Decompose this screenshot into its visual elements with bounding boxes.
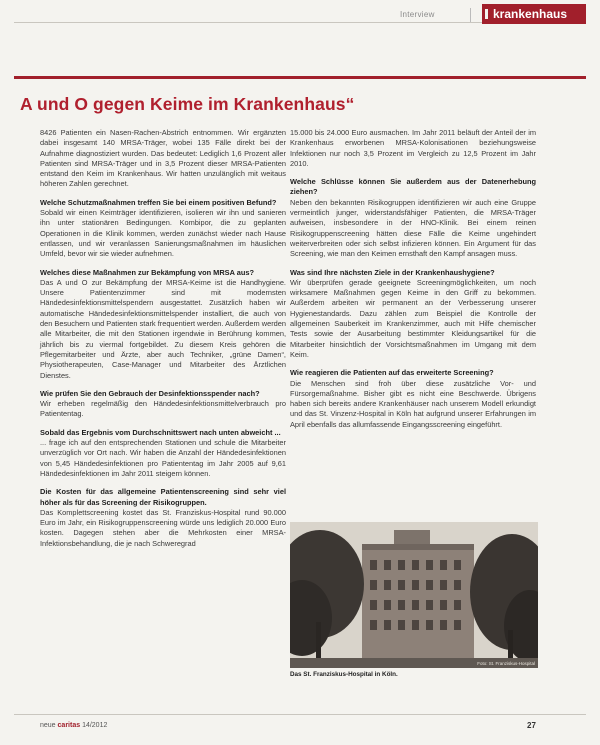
right-column [290,128,536,438]
answer: Wir erheben regelmäßig den Händedesinfektionsmittelverbrauch pro Patiententag. [40,399,286,419]
answer: Neben den bekannten Risikogruppen identifizieren wir auch eine Gruppe vermeintlich junger, widerstandsfähiger Patienten, die MRSA-Träger aufweisen, insbesondere in der HNO-Klinik. Bei einem reinen Risikogruppenscreening hätten diese Fälle die Keime ungehindert weiterverbreiten oder sich selbst infizieren können. Ein Argument für das Screening, wie man den Keimen ernsthaft den Kampf ansagen muss. [290,197,536,259]
footer-rule [14,714,586,715]
section-tab-label: krankenhaus [493,7,568,21]
publication-brand: caritas [57,722,81,729]
photo-credit: Foto: St. Franziskus-Hospital [477,661,535,666]
title-rule [14,76,586,79]
article-title: A und O gegen Keime im Krankenhaus“ [20,94,355,114]
paragraph: 8426 Patienten ein Nasen-Rachen-Abstrich entnommen. Wir ergänzten dabei insgesamt 140 MRSA-Träger, wobei 135 Fälle direkt bei der Aufnahme diagnostiziert wurden. Das bedeutet: Lediglich 1,6 Prozent aller Patienten sind MRSA-Träger und in 3,5 Prozent dieser MRSA-Patienten entstand den Keim im Krankenhaus. Wir hatten unzulänglich mit weitaus höheren Zahlen gerechnet. [40,128,286,189]
question: Welche Schlüsse können Sie außerdem aus der Datenerhebung ziehen? [290,177,536,197]
question: Welches diese Maßnahmen zur Bekämpfung von MRSA aus? [40,267,254,277]
hospital-building-illustration [290,522,538,668]
paragraph: 15.000 bis 24.000 Euro ausmachen. Im Jahr 2011 beläuft der Anteil der im Krankenhaus erworbenen MRSA-Kolonisationen beziehungsweise Infektionen nur noch 3,5 Prozent im Vergleich zu 12,5 Prozent im Jahr 2010. [290,128,536,168]
page-number: 27 [527,721,536,730]
question: Wie prüfen Sie den Gebrauch der Desinfektionsspender nach? [40,388,260,398]
question: Welche Schutzmaßnahmen treffen Sie bei einem positiven Befund? [40,197,277,207]
question: Was sind Ihre nächsten Ziele in der Krankenhaushygiene? [290,267,495,277]
photo-caption: Das St. Franziskus-Hospital in Köln. [290,671,398,678]
issue-number: 14/2012 [82,722,108,729]
answer: Sobald wir einen Keimträger identifizieren, isolieren wir ihn und sanieren ihn unter stationären Bedingungen. Kombipor, die zu geplanten Operationen in die Klinik kommen, werden zunächst wieder nach Hause entlassen, und wir veranlassen Sanierungsmaßnahmen im häuslichen Umfeld, bevor wir sie wieder aufnehmen. [40,208,286,259]
section-tab [482,4,586,24]
question: Wie reagieren die Patienten auf das erweiterte Screening? [290,368,494,378]
left-column [40,128,286,557]
answer: Wir überprüfen gerade geeignete Screeningmöglichkeiten, um noch wirksamere Maßnahmen gegen Keime in den Griff zu bekommen. Außerdem arbeiten wir permanent an der Verbesserung unserer Hygienestandards. Dazu zählen zum Beispiel die Kontrolle der allgemeinen Sauberkeit im Krankenzimmer, auch mit Hilfe chemischer Tests sowie der Ausarbeitung bestimmter Kleidungsartikel für die Mitarbeiter hinsichtlich der Vorsichtsmaßnahmen im Umgang mit dem Keim. [290,277,536,359]
section-label: Interview [400,10,435,19]
answer: Die Menschen sind froh über diese zusätzliche Vor- und Fürsorgemaßnahme. Bisher gibt es nicht eine Beschwerde. Übrigens haben sich bereits andere Krankenhäuser nach unserem Modell erkundigt und das St. Vinzenz-Hospital in Köln hat aufgrund unserer Erfahrungen im April ebenfalls das allumfassende Eingangsscreening eingeführt. [290,378,536,429]
header-divider [470,8,471,22]
question: Die Kosten für das allgemeine Patientenscreening sind sehr viel höher als für das Screening der Risikogruppen. [40,487,286,507]
hospital-photo [290,522,538,668]
question: Sobald das Ergebnis vom Durchschnittswert nach unten abweicht ... [40,427,281,437]
tab-marker [485,9,488,19]
answer: Das Komplettscreening kostet das St. Franziskus-Hospital rund 90.000 Euro im Jahr, ein Risikogruppenscreening würde uns lediglich 20.000 Euro kosten. Dagegen stehen aber die Mehrkosten einer MRSA-Infektionsbehandlung, die je nach Schweregrad [40,507,286,548]
publication-info [40,722,107,729]
answer: ... frage ich auf den entsprechenden Stationen und schule die Mitarbeiter unverzüglich vor Ort nach. Wir haben die Anzahl der Händedesinfektionen von 5,45 Händedesinfektionen pro Patiententag im Jahr 2005 auf 9,61 Händedesinfektionen im Jahr 2011 steigern können. [40,438,286,478]
publication-prefix: neue [40,722,56,729]
answer: Das A und O zur Bekämpfung der MRSA-Keime ist die Handhygiene. Unsere Patientenzimmer sind mit modernsten Händedesinfektionsmittelspendern ausgestattet. Zusätzlich haben wir automatische Händedesinfektionsmittelspender installiert, die auch von den Besuchern und Patienten stark frequentiert werden. Außerdem werden alle Mitarbeiter, die mit den Stationen irgendwie in Berührung kommen, jährlich bis zu viermal fortgebildet. Zu diesem Kreis gehören die Pflegemitarbeiter und Ärzte, aber auch Techniker, „grüne Damen“, Physiotherapeuten, Case-Manager und Mitarbeiter des Ärztlichen Dienstes. [40,277,286,380]
